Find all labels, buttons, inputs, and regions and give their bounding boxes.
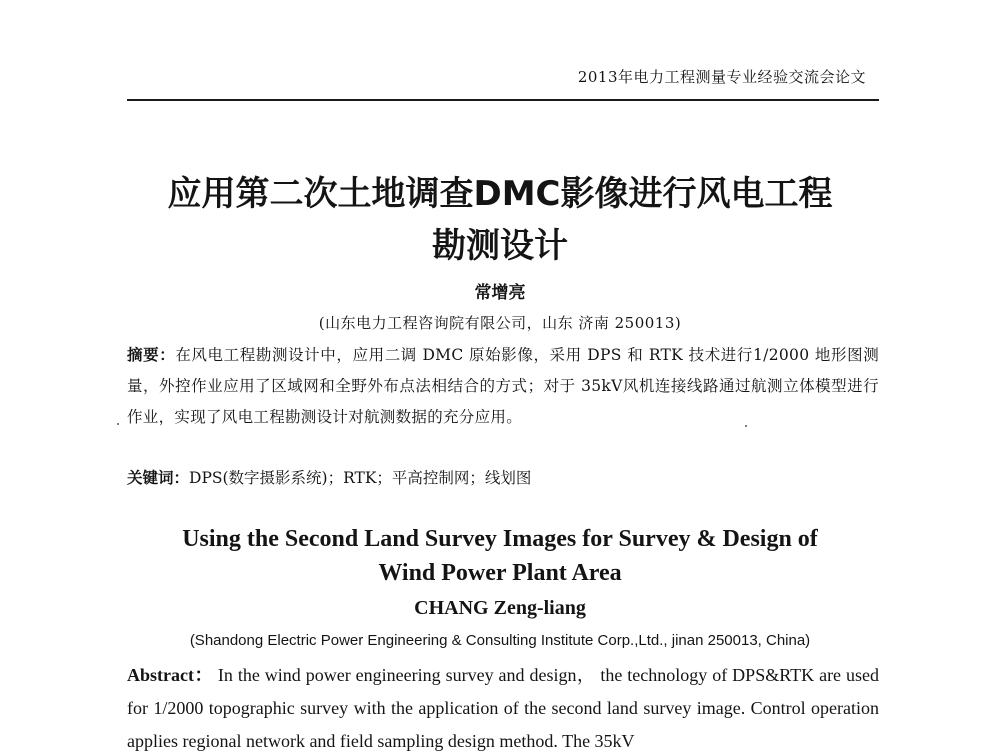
keywords-cn xyxy=(127,466,879,488)
abstract-en-text: In the wind power engineering survey and design， the technology of DPS&RTK are used for 1/2000 topographic survey with the application of the second land survey image. Control operation applies regional network and field sampling design method. The 35kV xyxy=(127,665,880,751)
title-cn xyxy=(0,168,1000,272)
title-en-line2: Wind Power Plant Area xyxy=(378,560,622,586)
abstract-cn-label: 摘要： xyxy=(127,346,176,364)
affiliation-en: (Shandong Electric Power Engineering & Consulting Institute Corp.,Ltd., jinan 250013, China) xyxy=(189,632,811,649)
keywords-cn-label: 关键词： xyxy=(127,469,190,487)
author-cn: 常增亮 xyxy=(474,283,526,303)
scan-speck xyxy=(745,425,747,427)
abstract-en-label: Abstract： xyxy=(127,665,213,685)
title-cn-line2: 勘测设计 xyxy=(432,226,568,266)
running-header: 2013年电力工程测量专业经验交流会论文 xyxy=(577,68,866,86)
header-rule xyxy=(127,99,879,101)
affiliation-cn: (山东电力工程咨询院有限公司，山东 济南 250013) xyxy=(318,314,682,332)
title-cn-line1: 应用第二次土地调查DMC影像进行风电工程 xyxy=(167,174,833,214)
abstract-cn xyxy=(127,340,879,433)
author-en: CHANG Zeng-liang xyxy=(414,597,586,619)
title-en-line1: Using the Second Land Survey Images for Survey & Design of xyxy=(182,526,818,552)
keywords-cn-text: DPS(数字摄影系统)；RTK；平高控制网；线划图 xyxy=(189,469,532,487)
title-en xyxy=(0,522,1000,590)
scan-speck xyxy=(117,423,119,425)
abstract-en xyxy=(127,659,879,755)
abstract-cn-text: 在风电工程勘测设计中，应用二调 DMC 原始影像，采用 DPS 和 RTK 技术进行1/2000 地形图测量，外控作业应用了区域网和全野外布点法相结合的方式；对于 35kV风机连接线路通过航测立体模型进行作业，实现了风电工程勘测设计对航测数据的充分应用。 xyxy=(127,346,879,426)
